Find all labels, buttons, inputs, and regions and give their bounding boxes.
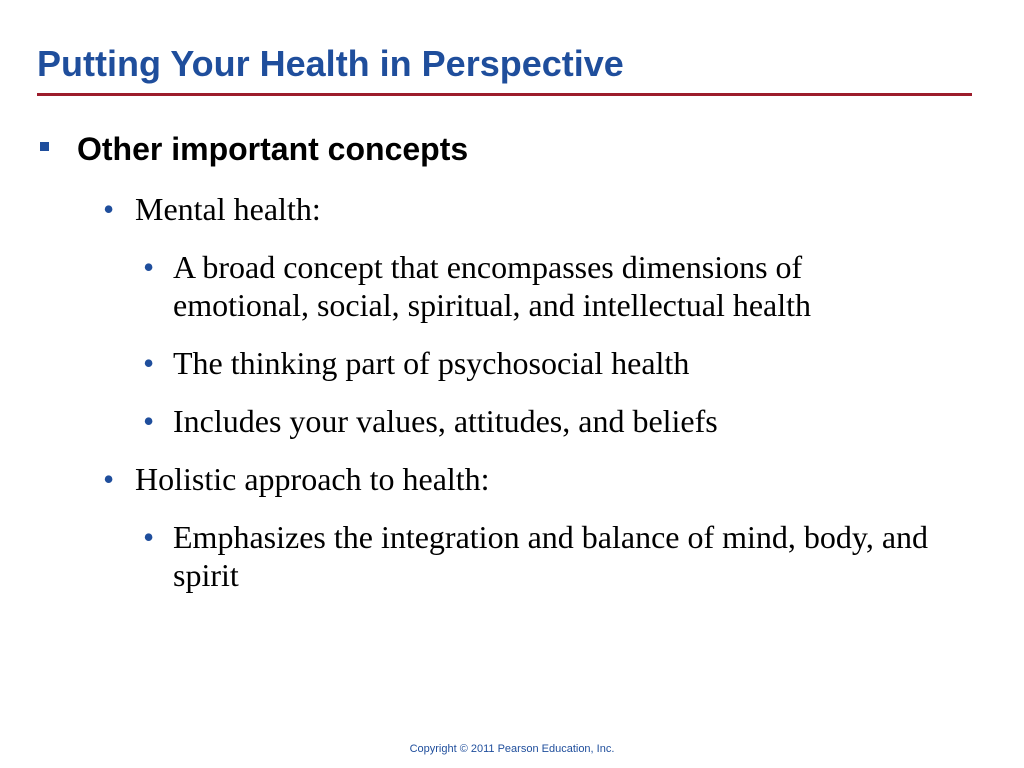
bullet-label: Mental health: [135,191,321,227]
heading-text: Other important concepts [77,131,469,167]
sub-bullet [143,518,943,594]
title-divider [37,93,972,96]
bullet-dot-icon: • [103,191,115,227]
sub-bullet-text: The thinking part of psychosocial health [173,345,690,381]
sub-bullet [143,344,943,382]
bullet-dot-icon: • [143,403,155,439]
sub-bullet-text: Emphasizes the integration and balance of mind, body, and spirit [173,519,929,593]
square-bullet-icon [40,142,49,151]
bullet-dot-icon: • [143,249,155,285]
bullet-holistic-approach [103,460,490,498]
bullet-mental-health [103,190,321,228]
sub-bullet [143,248,943,324]
bullet-dot-icon: • [103,461,115,497]
copyright-footer: Copyright © 2011 Pearson Education, Inc. [409,743,615,755]
sub-bullet [143,402,943,440]
bullet-dot-icon: • [143,345,155,381]
slide-title: Putting Your Health in Perspective [37,43,624,84]
sub-bullet-text: A broad concept that encompasses dimensions of emotional, social, spiritual, and intellectual health [173,249,812,323]
sub-bullet-text: Includes your values, attitudes, and beliefs [173,403,718,439]
bullet-level1-heading [40,128,468,170]
bullet-dot-icon: • [143,519,155,555]
bullet-label: Holistic approach to health: [135,461,490,497]
